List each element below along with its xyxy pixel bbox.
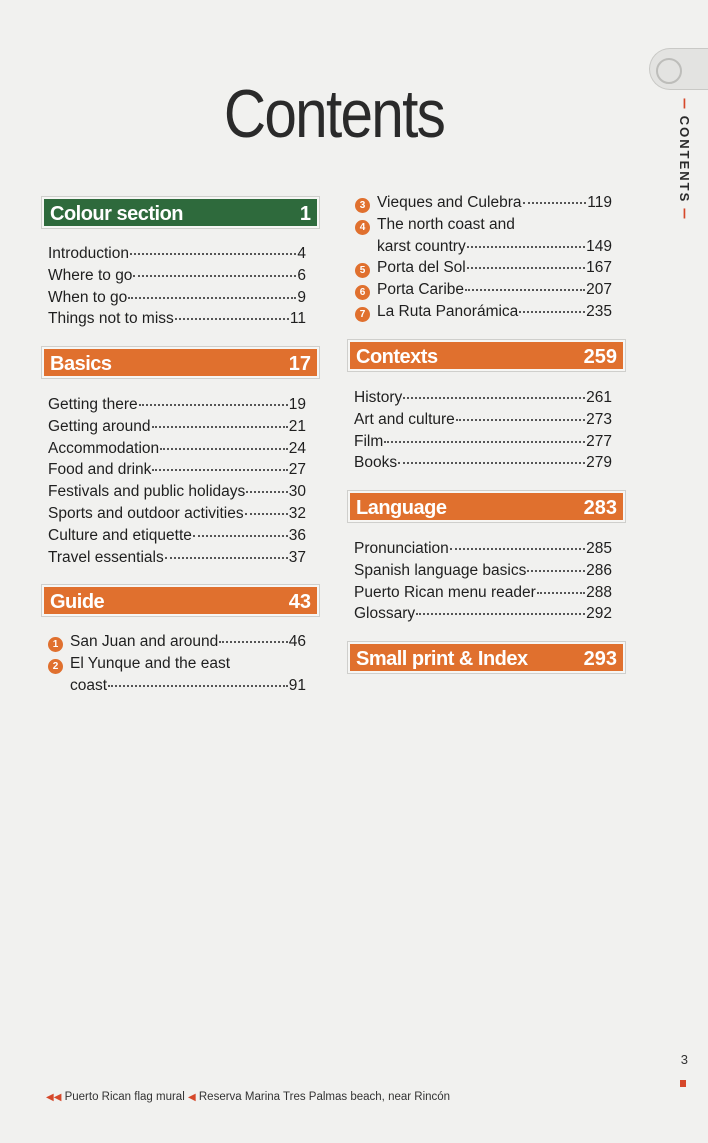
section-page: 43: [288, 591, 311, 613]
toc-entry[interactable]: Travel essentials 37: [48, 548, 306, 566]
section-label: Language: [356, 497, 447, 519]
section-label: Contexts: [356, 346, 438, 368]
toc-entry[interactable]: Books 279: [354, 454, 612, 472]
section-header-smallprint[interactable]: [348, 642, 625, 673]
toc-entry[interactable]: Introduction 4: [48, 245, 306, 262]
toc-entry[interactable]: Glossary 292: [354, 605, 612, 623]
chapter-number-badge: 7: [355, 307, 370, 322]
section-page: 17: [288, 353, 311, 375]
section-label: Guide: [50, 591, 105, 613]
page-marker-icon: [680, 1080, 686, 1087]
toc-entry[interactable]: Puerto Rican menu reader 288: [354, 583, 612, 601]
toc-entry[interactable]: 7 La Ruta Panorámica 235: [355, 301, 612, 323]
chapter-number-badge: 6: [355, 285, 370, 300]
toc-entry[interactable]: Getting there 19: [48, 396, 306, 413]
photo-caption: [46, 1091, 450, 1103]
toc-entry[interactable]: 6 Porta Caribe 207: [355, 279, 612, 301]
toc-entry[interactable]: Festivals and public holidays 30: [48, 483, 306, 501]
toc-entry[interactable]: 1 San Juan and around 46: [48, 631, 306, 653]
tab-mark-icon: ❙: [679, 98, 690, 116]
toc-entry[interactable]: History 261: [354, 389, 612, 406]
toc-entry[interactable]: Food and drink 27: [48, 461, 306, 479]
section-header-language[interactable]: [348, 491, 625, 522]
toc-entry[interactable]: Pronunciation 285: [354, 540, 612, 557]
section-label: Small print & Index: [356, 648, 528, 670]
logo-circle-icon: [656, 58, 682, 84]
toc-entry[interactable]: Where to go 6: [48, 266, 306, 284]
section-page: 259: [583, 346, 617, 368]
section-header-guide[interactable]: [42, 585, 319, 616]
chapter-number-badge: 1: [48, 637, 63, 652]
tab-mark-icon: ❙: [679, 203, 690, 222]
section-page: 1: [299, 203, 311, 225]
section-header-colour[interactable]: [42, 197, 319, 228]
toc-entry[interactable]: Art and culture 273: [354, 410, 612, 428]
chapter-number-badge: 4: [355, 220, 370, 235]
toc-entry-continuation[interactable]: karst country 149: [377, 237, 612, 255]
caption-text-1: Puerto Rican flag mural: [64, 1091, 185, 1103]
toc-list-contexts: [354, 387, 612, 474]
toc-entry[interactable]: Accommodation 24: [48, 439, 306, 457]
section-label: Basics: [50, 353, 112, 375]
toc-entry[interactable]: Sports and outdoor activities 32: [48, 504, 306, 522]
toc-entry[interactable]: 4 The north coast and: [355, 214, 612, 236]
side-tab: [677, 98, 692, 221]
toc-list-basics: [48, 394, 306, 568]
toc-entry[interactable]: Film 277: [354, 432, 612, 450]
section-page: 293: [583, 648, 617, 670]
page-title: Contents: [223, 76, 445, 152]
toc-list-language: [354, 538, 612, 625]
toc-entry[interactable]: Spanish language basics 286: [354, 561, 612, 579]
toc-entry-continuation[interactable]: coast 91: [70, 676, 306, 694]
left-arrow-icon: ◀: [187, 1092, 196, 1103]
toc-entry[interactable]: 2 El Yunque and the east: [48, 653, 306, 675]
section-header-contexts[interactable]: [348, 340, 625, 371]
section-label: Colour section: [50, 203, 184, 225]
side-tab-label: CONTENTS: [677, 115, 692, 204]
section-page: 283: [583, 497, 617, 519]
toc-list-guide-2: [355, 192, 612, 323]
chapter-number-badge: 5: [355, 263, 370, 278]
section-header-basics[interactable]: [42, 347, 319, 378]
double-left-arrow-icon: ◀◀: [46, 1092, 62, 1103]
toc-entry[interactable]: 5 Porta del Sol 167: [355, 257, 612, 279]
chapter-number-badge: 3: [355, 198, 370, 213]
toc-list-guide-1: [48, 631, 306, 696]
page-number: 3: [680, 1052, 688, 1067]
toc-entry[interactable]: 3 Vieques and Culebra 119: [355, 192, 612, 214]
toc-list-colour: [48, 243, 306, 330]
toc-entry[interactable]: Getting around 21: [48, 417, 306, 435]
caption-text-2: Reserva Marina Tres Palmas beach, near Rincón: [198, 1091, 451, 1103]
toc-entry[interactable]: When to go 9: [48, 288, 306, 306]
toc-entry[interactable]: Culture and etiquette 36: [48, 526, 306, 544]
chapter-number-badge: 2: [48, 659, 63, 674]
guide-logo-tab: [649, 48, 708, 90]
toc-entry[interactable]: Things not to miss 11: [48, 310, 306, 328]
